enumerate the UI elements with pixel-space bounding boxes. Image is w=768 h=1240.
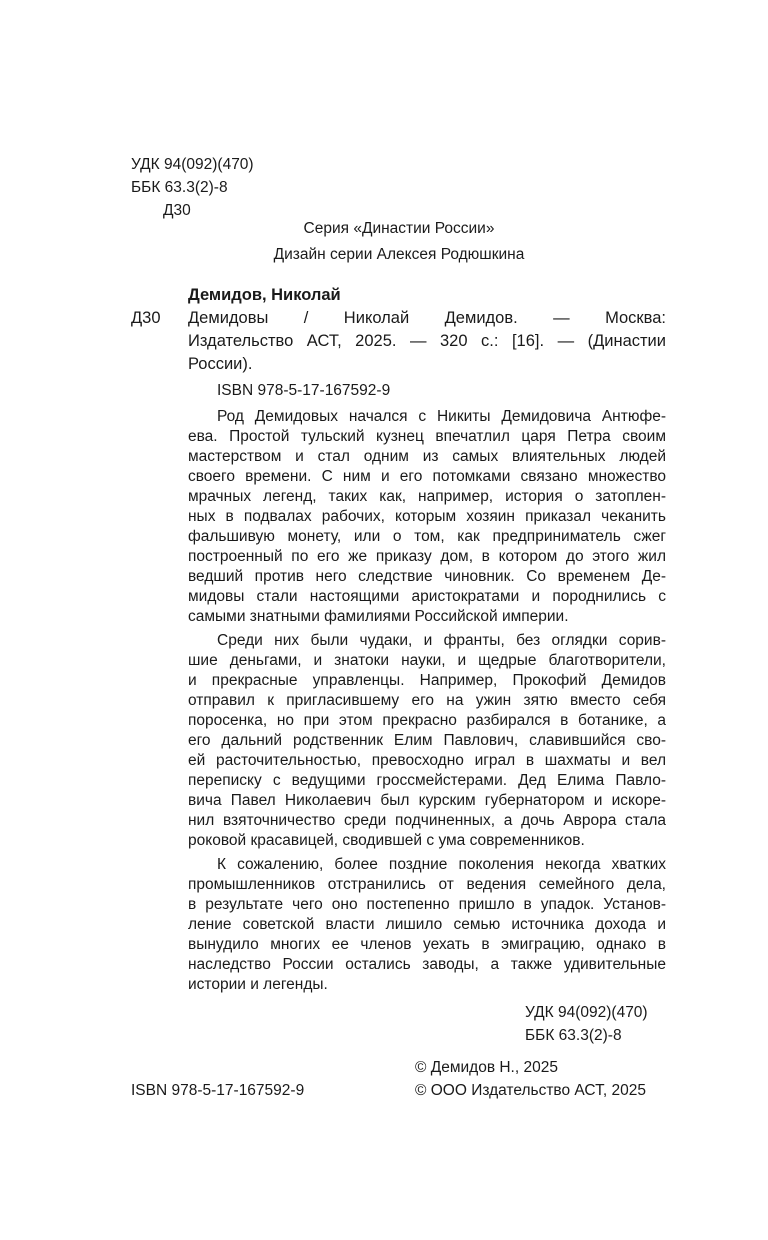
bbk-header: ББК 63.3(2)-8 xyxy=(131,179,228,196)
abstract-line: промышленников отстранились от ведения семейного дела, xyxy=(188,876,666,893)
abstract-line: ева. Простой тульский кузнец впечатлил царя Петра своим xyxy=(188,428,666,445)
abstract-line: отправил к пригласившему его на ужин зятю вместо себя xyxy=(188,692,666,709)
bbk-footer: ББК 63.3(2)-8 xyxy=(525,1027,622,1044)
abstract-line: переписку с ведущими гроссмейстерами. Дед Елима Павло- xyxy=(188,772,666,789)
entry-code: Д30 xyxy=(131,309,161,327)
abstract-line: мидовы стали настоящими аристократами и породнились с xyxy=(188,588,666,605)
abstract-line: его дальний родственник Елим Павлович, славившийся сво- xyxy=(188,732,666,749)
abstract-line: и прекрасные управленцы. Например, Прокофий Демидов xyxy=(188,672,666,689)
abstract-line: шие деньгами, и знатоки науки, и щедрые благотворители, xyxy=(188,652,666,669)
copyright-publisher: © ООО Издательство АСТ, 2025 xyxy=(415,1082,646,1099)
abstract-line: поросенка, но при этом прекрасно разбирался в ботанике, а xyxy=(188,712,666,729)
abstract-line: мрачных легенд, таких как, например, история о затоплен- xyxy=(188,488,666,505)
abstract-line: ей расточительностью, превосходно играл в шахматы и вел xyxy=(188,752,666,769)
abstract-line: К сожалению, более поздние поколения некогда хватких xyxy=(217,856,666,873)
abstract-line: роковой красавицей, сводившей с ума современников. xyxy=(188,832,585,849)
abstract-line: фальшивую монету, или о том, как предприниматель сжег xyxy=(188,528,666,545)
entry-title-line: Демидовы / Николай Демидов. — Москва: xyxy=(188,309,666,327)
entry-author: Демидов, Николай xyxy=(188,286,341,304)
abstract-line: ных в подвалах рабочих, которым хозяин приказал чеканить xyxy=(188,508,666,525)
abstract-line: самыми знатными фамилиями Российской империи. xyxy=(188,608,569,625)
udk-footer: УДК 94(092)(470) xyxy=(525,1004,648,1021)
abstract-line: построенный по его же приказу дом, в котором до этого жил xyxy=(188,548,666,565)
abstract-line: Среди них были чудаки, и франты, без оглядки сорив- xyxy=(217,632,666,649)
copyright-author: © Демидов Н., 2025 xyxy=(415,1059,558,1076)
abstract-line: вича Павел Николаевич был курским губернатором и искоре- xyxy=(188,792,666,809)
entry-title-line: России). xyxy=(188,355,253,373)
abstract-line: Род Демидовых начался с Никиты Демидовича Антюфе- xyxy=(217,408,666,425)
abstract-line: в результате чего оно постепенно пришло в упадок. Установ- xyxy=(188,896,666,913)
abstract-line: своего времени. С ним и его потомками связано множество xyxy=(188,468,666,485)
isbn-footer: ISBN 978-5-17-167592-9 xyxy=(131,1082,305,1099)
entry-isbn: ISBN 978-5-17-167592-9 xyxy=(217,382,391,399)
abstract-line: нил взяточничество среди подчиненных, а дочь Аврора стала xyxy=(188,812,666,829)
abstract-line: ление советской власти лишило семью источника дохода и xyxy=(188,916,666,933)
abstract-line: наследство России остались заводы, а также удивительные xyxy=(188,956,666,973)
series-design-line: Дизайн серии Алексея Родюшкина xyxy=(273,246,525,263)
abstract-line: истории и легенды. xyxy=(188,976,328,993)
series-line: Серия «Династии России» xyxy=(303,220,495,237)
abstract-line: мастерством и стал одним из самых влиятельных людей xyxy=(188,448,666,465)
abstract-line: вынудило многих ее членов уехать в эмиграцию, однако в xyxy=(188,936,666,953)
author-code-header: Д30 xyxy=(163,202,191,219)
udk-header: УДК 94(092)(470) xyxy=(131,156,254,173)
entry-title-line: Издательство АСТ, 2025. — 320 с.: [16]. — (Династии xyxy=(188,332,666,350)
abstract-line: ведший против него следствие чиновник. Со временем Де- xyxy=(188,568,666,585)
